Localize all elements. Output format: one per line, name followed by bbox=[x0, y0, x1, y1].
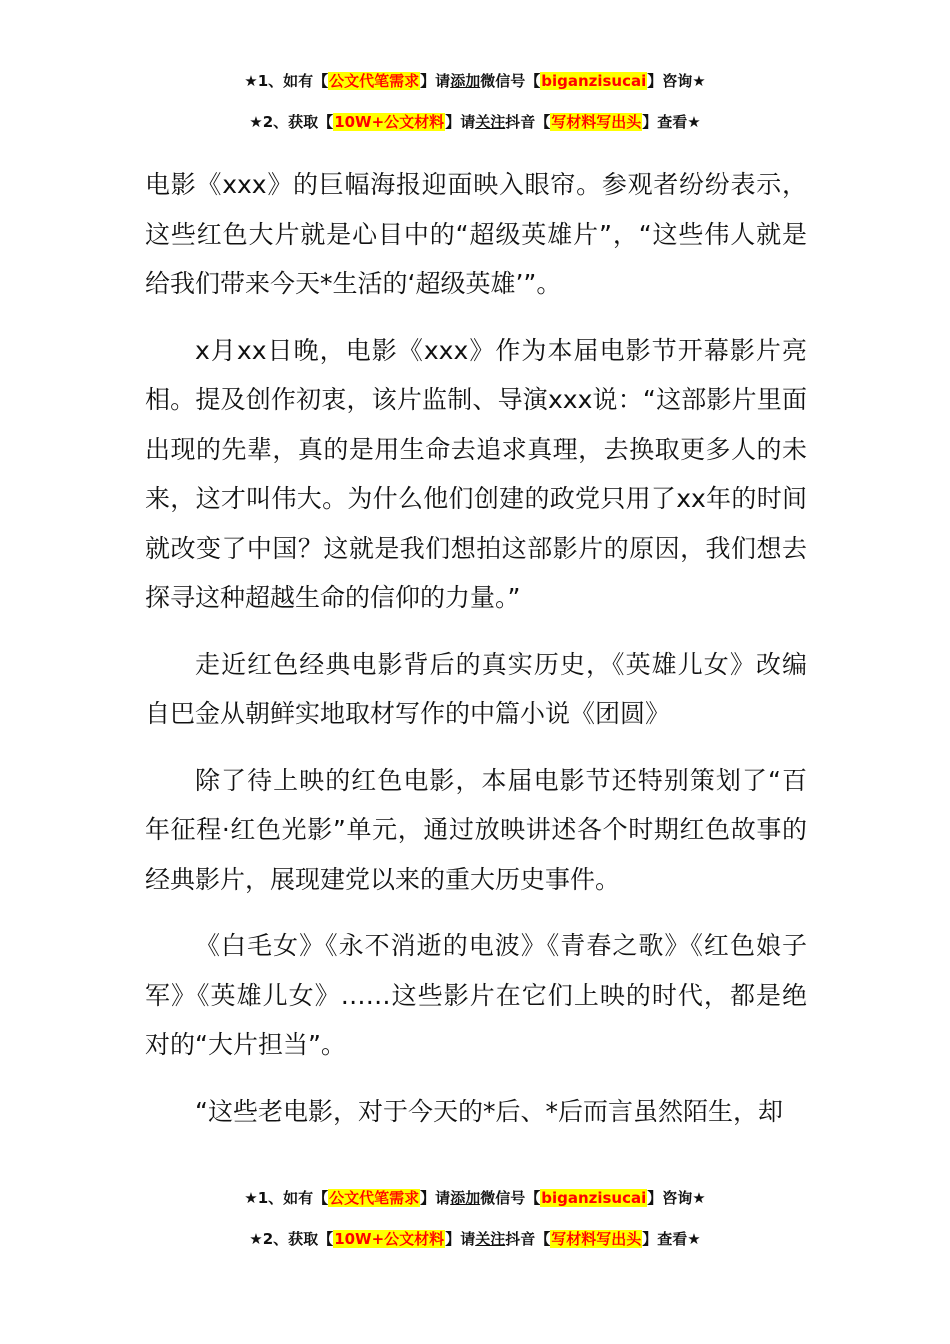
header-2-highlight-account: 写材料写出头 bbox=[551, 113, 642, 131]
header-2-highlight-materials: 10W+公文材料 bbox=[334, 113, 445, 131]
paragraph-history: 走近红色经典电影背后的真实历史，《英雄儿女》改编自巴金从朝鲜实地取材写作的中篇小说《团圆》 bbox=[145, 649, 807, 728]
footer-2-suffix: 】查看★ bbox=[642, 1230, 701, 1248]
paragraph-classic-films: 《白毛女》《永不消逝的电波》《青春之歌》《红色娘子军》《英雄儿女》……这些影片在它们上映的时代，都是绝对的“大片担当”。 bbox=[145, 931, 807, 1059]
footer-2-douyin-label: 抖音【 bbox=[505, 1230, 551, 1248]
header-1-wechat-label: 微信号【 bbox=[480, 72, 541, 90]
footer-1-prefix: ★1、如有【 bbox=[244, 1189, 329, 1207]
footer-1-underlined-add: 添加 bbox=[450, 1189, 481, 1207]
header-2-prefix: ★2、获取【 bbox=[249, 113, 334, 131]
footer-notice-line-1 bbox=[0, 1188, 950, 1208]
header-2-douyin-label: 抖音【 bbox=[505, 113, 551, 131]
header-1-prefix: ★1、如有【 bbox=[244, 72, 329, 90]
footer-1-wechat-label: 微信号【 bbox=[480, 1189, 541, 1207]
article-body bbox=[145, 160, 807, 1153]
footer-2-underlined-follow: 关注 bbox=[475, 1230, 506, 1248]
footer-1-mid: 】请 bbox=[420, 1189, 451, 1207]
footer-1-suffix: 】咨询★ bbox=[647, 1189, 706, 1207]
paragraph-opening-film: x月xx日晚，电影《xxx》作为本届电影节开幕影片亮相。提及创作初衷，该片监制、导演xxx说：“这部影片里面出现的先辈，真的是用生命去追求真理，去换取更多人的未来，这才叫伟大。为什么他们创建的政党只用了xx年的时间就改变了中国？这就是我们想拍这部影片的原因，我们想去探寻这种超越生命的信仰的力量。” bbox=[145, 335, 807, 612]
paragraph-poster: 电影《xxx》的巨幅海报迎面映入眼帘。参观者纷纷表示，这些红色大片就是心目中的“超级英雄片”，“这些伟人就是给我们带来今天*生活的‘超级英雄’”。 bbox=[145, 170, 807, 298]
header-2-underlined-follow: 关注 bbox=[475, 113, 506, 131]
paragraph-special-unit: 除了待上映的红色电影，本届电影节还特别策划了“百年征程·红色光影”单元，通过放映讲述各个时期红色故事的经典影片，展现建党以来的重大历史事件。 bbox=[145, 765, 807, 894]
header-1-underlined-add: 添加 bbox=[450, 72, 481, 90]
header-1-highlight-wechat-id: biganzisucai bbox=[541, 72, 647, 90]
header-1-highlight-service: 公文代笔需求 bbox=[329, 72, 420, 90]
header-2-suffix: 】查看★ bbox=[642, 113, 701, 131]
footer-2-prefix: ★2、获取【 bbox=[249, 1230, 334, 1248]
header-1-suffix: 】咨询★ bbox=[647, 72, 706, 90]
header-1-mid: 】请 bbox=[420, 72, 451, 90]
header-notice-line-2 bbox=[0, 112, 950, 132]
header-notice-line-1 bbox=[0, 71, 950, 91]
paragraph-old-films: “这些老电影，对于今天的*后、*后而言虽然陌生，却 bbox=[195, 1096, 783, 1126]
footer-2-highlight-account: 写材料写出头 bbox=[551, 1230, 642, 1248]
footer-1-highlight-service: 公文代笔需求 bbox=[329, 1189, 420, 1207]
footer-1-highlight-wechat-id: biganzisucai bbox=[541, 1189, 647, 1207]
footer-2-mid: 】请 bbox=[445, 1230, 476, 1248]
header-2-mid: 】请 bbox=[445, 113, 476, 131]
footer-notice-line-2 bbox=[0, 1229, 950, 1249]
footer-2-highlight-materials: 10W+公文材料 bbox=[334, 1230, 445, 1248]
